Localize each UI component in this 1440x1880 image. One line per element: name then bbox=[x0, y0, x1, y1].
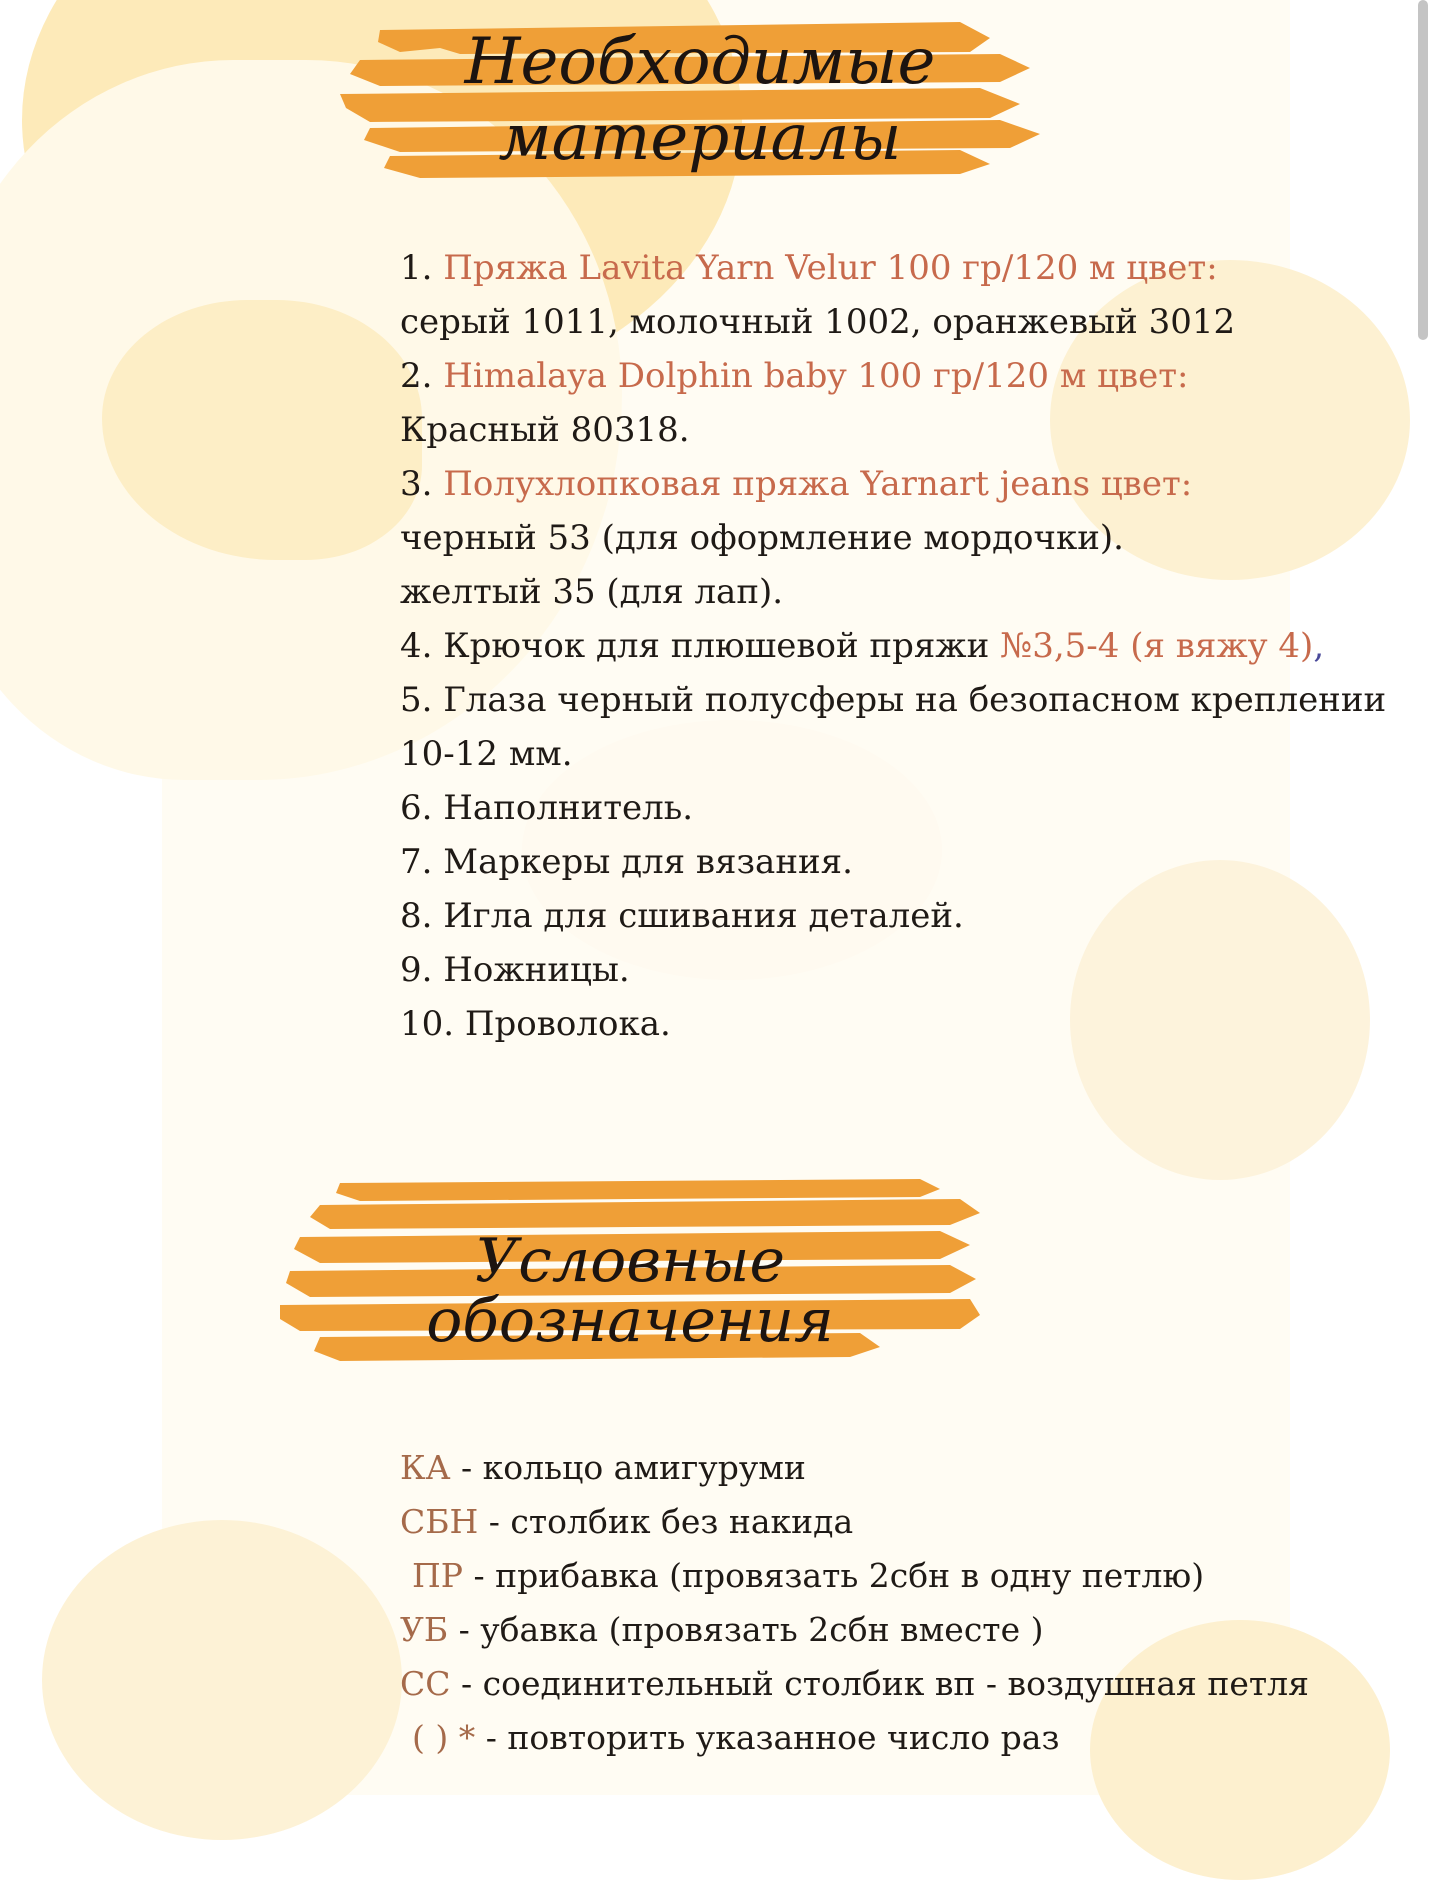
item-number: 3. bbox=[400, 464, 433, 504]
list-item bbox=[400, 403, 1430, 457]
item-number: 1. bbox=[400, 248, 433, 288]
item-text: Крючок для плюшевой пряжи bbox=[443, 626, 990, 666]
item-number: 5. bbox=[400, 680, 433, 720]
legend-abbreviation: УБ bbox=[400, 1610, 449, 1649]
legend-item bbox=[400, 1495, 1430, 1549]
legend-heading: Условные обозначения bbox=[426, 1226, 834, 1356]
list-item bbox=[400, 673, 1430, 727]
item-text: Ножницы. bbox=[443, 950, 630, 990]
item-number: 8. bbox=[400, 896, 433, 936]
legend-description: - повторить указанное число раз bbox=[485, 1718, 1060, 1757]
list-item bbox=[400, 295, 1430, 349]
legend-item bbox=[400, 1549, 1430, 1603]
item-number: 4. bbox=[400, 626, 433, 666]
page-card bbox=[162, 0, 1387, 1795]
item-number: 7. bbox=[400, 842, 433, 882]
item-text: Маркеры для вязания. bbox=[443, 842, 853, 882]
item-number: 2. bbox=[400, 356, 433, 396]
list-item bbox=[400, 619, 1430, 673]
materials-heading-line2: материалы bbox=[498, 101, 902, 175]
list-item bbox=[400, 997, 1430, 1051]
legend-abbreviation: КА bbox=[400, 1448, 451, 1487]
item-text: Проволока. bbox=[464, 1004, 671, 1044]
legend-description: - прибавка (провязать 2сбн в одну петлю) bbox=[473, 1556, 1205, 1595]
list-item bbox=[400, 781, 1430, 835]
item-number: 6. bbox=[400, 788, 433, 828]
list-item bbox=[400, 511, 1430, 565]
list-item bbox=[400, 565, 1430, 619]
legend-item bbox=[400, 1657, 1430, 1711]
legend-abbreviation: СС bbox=[400, 1664, 451, 1703]
item-text: Наполнитель. bbox=[443, 788, 694, 828]
legend-item bbox=[400, 1603, 1430, 1657]
list-item bbox=[400, 457, 1430, 511]
legend-list bbox=[400, 1441, 1430, 1765]
list-item bbox=[400, 943, 1430, 997]
list-item bbox=[400, 349, 1430, 403]
item-text: серый 1011, молочный 1002, оранжевый 3012 bbox=[400, 302, 1236, 342]
item-accent-text: Полухлопковая пряжа Yarnart jeans цвет: bbox=[443, 464, 1193, 504]
legend-description: - кольцо амигуруми bbox=[461, 1448, 806, 1487]
item-number: 10. bbox=[400, 1004, 455, 1044]
legend-abbreviation: ( ) * bbox=[412, 1718, 476, 1757]
item-text: черный 53 (для оформление мордочки). bbox=[400, 518, 1124, 558]
list-item bbox=[400, 889, 1430, 943]
list-item bbox=[400, 727, 1430, 781]
legend-abbreviation: ПР bbox=[412, 1556, 463, 1595]
legend-description: - убавка (провязать 2сбн вместе ) bbox=[458, 1610, 1044, 1649]
legend-item bbox=[400, 1711, 1430, 1765]
list-item bbox=[400, 241, 1430, 295]
item-accent-text: Пряжа Lavita Yarn Velur 100 гр/120 м цвет: bbox=[443, 248, 1218, 288]
item-text: Красный 80318. bbox=[400, 410, 690, 450]
item-accent-text: Himalaya Dolphin baby 100 гр/120 м цвет: bbox=[443, 356, 1189, 396]
item-accent-text: №3,5-4 (я вяжу 4) bbox=[1000, 626, 1314, 666]
list-item bbox=[400, 835, 1430, 889]
item-text: Игла для сшивания деталей. bbox=[443, 896, 964, 936]
item-number: 9. bbox=[400, 950, 433, 990]
item-text: 10-12 мм. bbox=[400, 734, 573, 774]
materials-heading-line1: Необходимые bbox=[464, 25, 936, 99]
legend-heading-banner bbox=[280, 1175, 980, 1370]
scrollbar[interactable] bbox=[1418, 0, 1428, 340]
materials-list bbox=[400, 241, 1430, 1051]
legend-abbreviation: СБН bbox=[400, 1502, 479, 1541]
materials-heading-banner bbox=[340, 8, 1060, 198]
item-text: Глаза черный полусферы на безопасном креплении bbox=[443, 680, 1387, 720]
legend-item bbox=[400, 1441, 1430, 1495]
legend-description: - соединительный столбик вп - воздушная петля bbox=[461, 1664, 1309, 1703]
item-tail: , bbox=[1313, 626, 1325, 666]
legend-description: - столбик без накида bbox=[488, 1502, 854, 1541]
decor-blob bbox=[42, 1520, 402, 1840]
item-text: желтый 35 (для лап). bbox=[400, 572, 784, 612]
